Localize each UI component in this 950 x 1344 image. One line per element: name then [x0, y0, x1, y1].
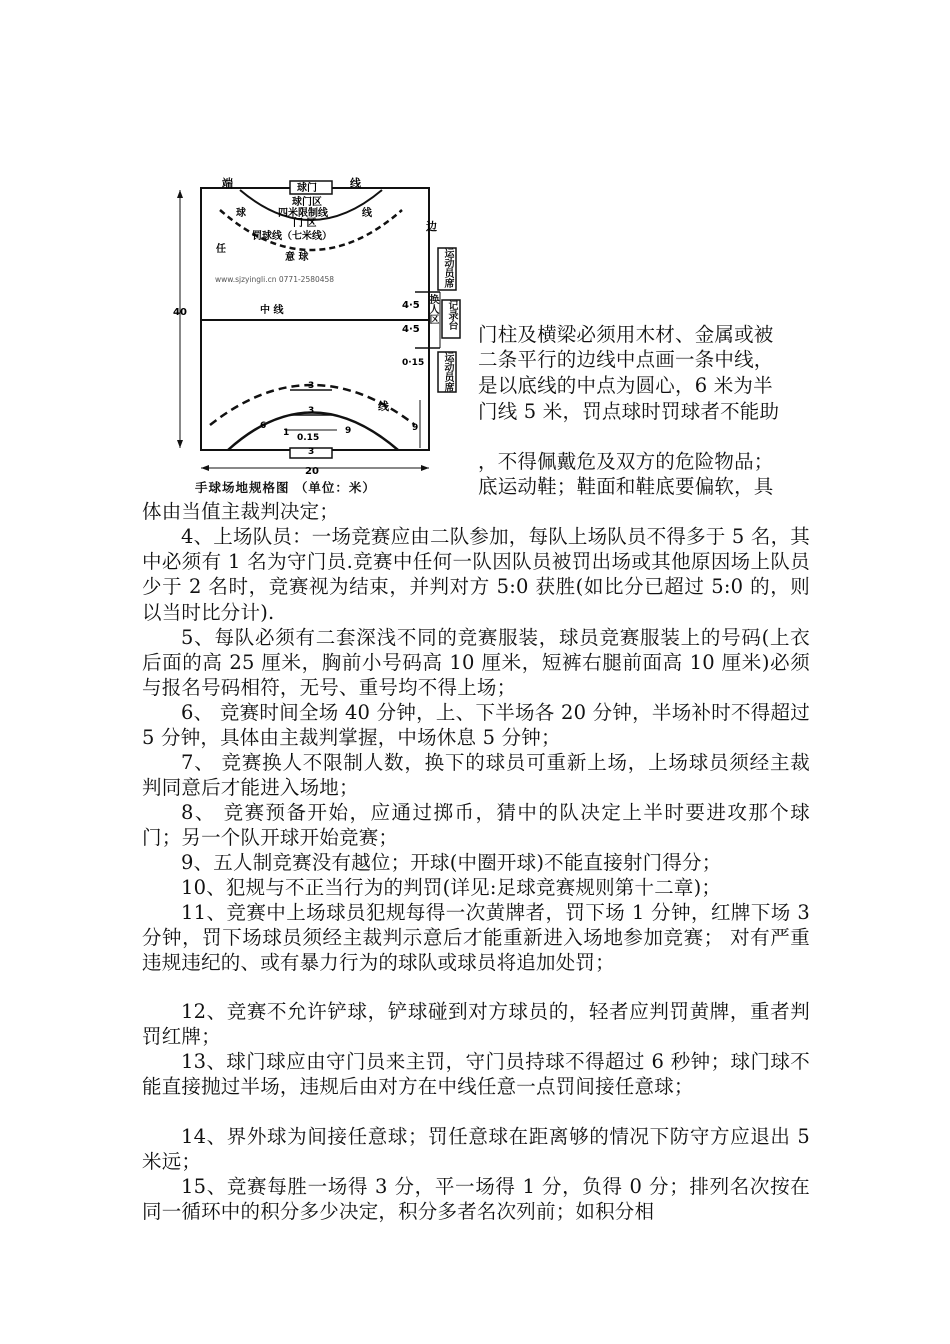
label-4m-line: 四米限制线: [278, 208, 328, 219]
paragraph-6: 6、 竞赛时间全场 40 分钟，上、下半场各 20 分钟，半场补时不得超过 5 分钟，具体由主裁判掌握，中场休息 5 分钟；: [142, 701, 810, 750]
label-dim-015b: 0.15: [297, 433, 320, 443]
label-dim-45a: 4·5: [402, 300, 420, 311]
side-line: 二条平行的边线中点画一条中线，: [478, 348, 774, 371]
para-3-tail: 体由当值主裁判决定；: [142, 500, 340, 523]
label-dim-015: 0·15: [402, 358, 425, 368]
label-dim-20: 20: [305, 466, 319, 477]
label-center-line: 中 线: [260, 305, 284, 316]
label-dim-3-top: 3: [308, 381, 315, 391]
label-xian-bottom: 线: [378, 400, 389, 413]
paragraph-11: 11、竞赛中上场球员犯规每得一次黄牌者，罚下场 1 分钟，红牌下场 3 分钟，罚下场球员须经主裁判示意后才能重新进入场地参加竞赛； 对有严重违规违纪的、或有暴力行为的球队或球员将追加处罚；: [142, 901, 810, 975]
label-line: 线: [362, 208, 372, 219]
label-dim-6: 6: [260, 421, 267, 431]
label-ball: 球: [236, 208, 246, 219]
paragraph-7: 7、 竞赛换人不限制人数，换下的球员可重新上场，上场球员须经主裁判同意后才能进入场地；: [142, 751, 810, 800]
label-40: 40: [173, 307, 187, 318]
court-diagram: [140, 160, 470, 500]
label-end-right: 线: [350, 177, 361, 190]
side-line: 门柱及横梁必须用木材、金属或被: [478, 323, 774, 346]
figure-caption: 手球场地规格图 （单位：米）: [195, 480, 376, 495]
paragraph-8: 8、 竞赛预备开始，应通过掷币，猜中的队决定上半时要进攻那个球门；另一个队开球开始竞赛；: [142, 801, 810, 850]
side-line: 门线 5 米，罚点球时罚球者不能助: [478, 400, 780, 423]
paragraph-13: 13、球门球应由守门员来主罚，守门员持球不得超过 6 秒钟；球门球不能直接抛过半场，违规后由对方在中线任意一点罚间接任意球；: [142, 1050, 810, 1099]
label-bian: 边: [426, 220, 437, 233]
label-sub-zone: 换人区: [427, 294, 438, 324]
paragraph-4: 4、上场队员：一场竞赛应由二队参加，每队上场队员不得多于 5 名，其中必须有 1 名为守门员.竞赛中任何一队因队员被罚出场或其他原因场上队员少于 2 名时，竞赛视为结束，并判对方 5:0 获胜(如比分已超过 5:0 的，则以当时比分计).: [142, 525, 811, 624]
paragraph-5: 5、每队必须有二套深浅不同的竞赛服装，球员竞赛服装上的号码(上衣后面的高 25 厘米，胸前小号码高 10 厘米，短裤右腿前面高 10 厘米)必须与报名号码相符，无号、重号均不得上场；: [142, 626, 810, 700]
label-scorer-table: 记录台: [446, 300, 457, 330]
label-dim-3-bot: 3: [308, 447, 315, 457]
label-end-left: 端: [222, 177, 233, 190]
paragraph-9: 9、五人制竞赛没有越位；开球(中圈开球)不能直接射门得分；: [181, 851, 722, 874]
label-bench-bottom: 运动员席: [442, 352, 453, 392]
label-goal: 球门: [297, 183, 317, 194]
paragraph-12: 12、竞赛不允许铲球，铲球碰到对方球员的，轻者应判罚黄牌，重者判罚红牌；: [142, 1000, 810, 1049]
label-dim-1: 1: [283, 428, 290, 438]
court-svg: [140, 160, 470, 500]
side-line: 底运动鞋；鞋面和鞋底要偏软，具: [478, 475, 774, 498]
label-dim-45b: 4·5: [402, 324, 420, 335]
label-yi-qiu: 意 球: [285, 252, 309, 263]
label-bench-top: 运动员席: [442, 248, 453, 288]
label-ren: 任: [216, 244, 226, 255]
paragraph-15: 15、竞赛每胜一场得 3 分，平一场得 1 分，负得 0 分；排列名次按在同一循环中的积分多少决定，积分多者名次列前；如积分相: [142, 1175, 810, 1224]
label-goal-area: 球门区: [292, 197, 322, 208]
paragraph-14: 14、界外球为间接任意球；罚任意球在距离够的情况下防守方应退出 5 米远；: [142, 1125, 810, 1174]
label-dim-9a: 9: [345, 426, 352, 436]
side-line: 是以底线的中点为圆心，6 米为半: [478, 374, 773, 397]
side-line: ，不得佩戴危及双方的危险物品；: [478, 450, 774, 473]
label-men-qu: 门 区: [293, 218, 317, 229]
label-dim-3-mid: 3: [308, 406, 315, 416]
watermark: www.sjzyingli.cn 0771-2580458: [215, 275, 335, 284]
label-penalty-line: 罚球线（七米线）: [252, 231, 332, 242]
label-dim-9b: 9: [412, 423, 419, 433]
paragraph-10: 10、犯规与不正当行为的判罚(详见:足球竞赛规则第十二章)；: [181, 876, 722, 899]
